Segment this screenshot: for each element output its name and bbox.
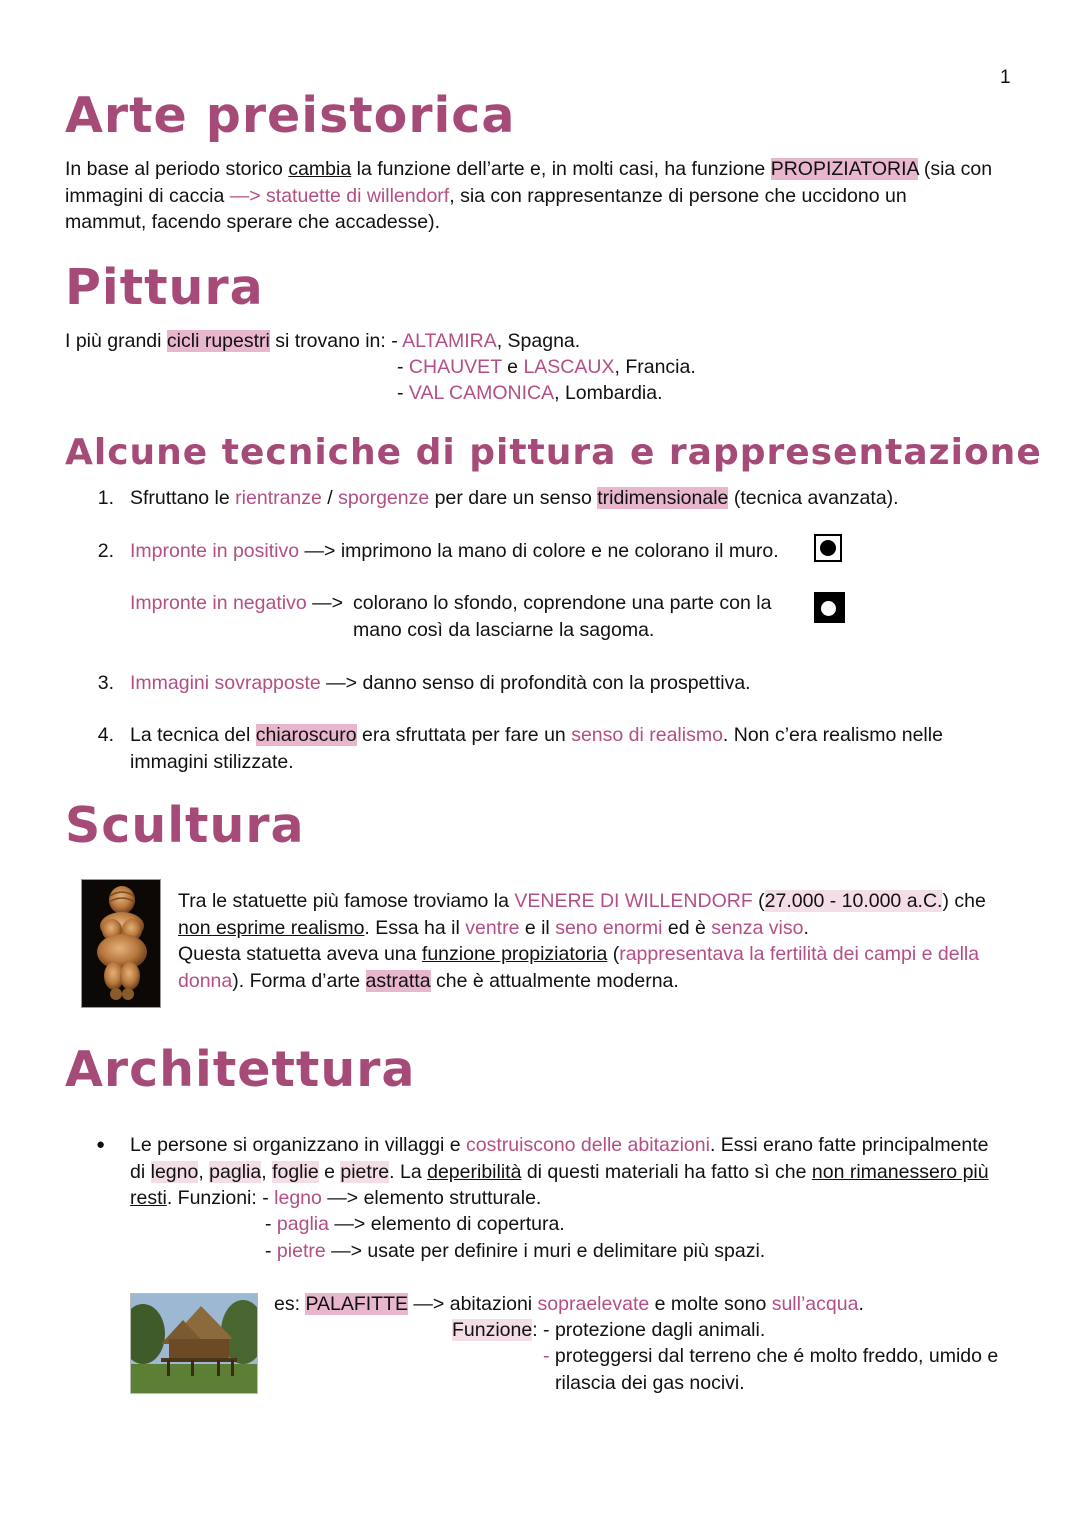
text: ) che [942,890,986,912]
text: e il [519,916,556,939]
text: . Non c’era realismo nelle [722,724,943,746]
text: ( [607,943,620,965]
pittura-loc-3 [397,380,663,407]
pink-sporgenze: sporgenze [338,487,430,509]
highlight-dates: 27.000 - 10.000 a.C. [764,890,943,912]
text: ( [752,890,765,912]
text: / [321,487,339,509]
white-dot-icon [821,601,836,616]
text: - [397,356,409,378]
underline-cambia: cambia [288,158,352,180]
highlight-foglie: foglie [272,1160,319,1183]
funzione-pietre [265,1238,765,1265]
venere-figure-icon [82,880,160,1007]
text: , Lombardia. [554,382,663,404]
pink-acqua: sull’acqua [771,1293,859,1315]
text: ). Forma d’arte [232,969,366,992]
text: La tecnica del [130,724,256,746]
title-architettura: Architettura [65,1041,416,1098]
highlight-propiziatoria: PROPIZIATORIA [770,158,919,180]
pink-abitazioni: costruiscono delle abitazioni [466,1134,710,1156]
text: , [198,1160,210,1183]
pittura-intro [65,328,580,355]
text: la funzione dell’arte e, in molti casi, ha funzione [351,158,771,180]
palafitte-image [130,1293,258,1394]
text: (tecnica avanzata). [728,487,899,509]
tecnica-2b-text [353,590,771,643]
highlight-funzione: Funzione [452,1319,533,1341]
pink-immagini-sovrapposte: Immagini sovrapposte [130,672,321,694]
text: mano così da lasciarne la sagoma. [353,618,655,641]
text: era sfruttata per fare un [356,724,572,746]
text: Questa statuetta aveva una [178,943,422,965]
highlight-pietre: pietre [340,1160,390,1183]
text: —> imprimono la mano di colore e ne colorano il muro. [299,540,779,562]
text: . La [389,1160,428,1183]
text: , [261,1160,273,1183]
pink-impronte-positivo: Impronte in positivo [130,540,300,562]
palafitte-line [274,1291,864,1318]
highlight-chiaroscuro: chiaroscuro [255,724,357,746]
pittura-loc-2 [397,354,696,381]
black-dot-icon [820,540,836,556]
text: I più grandi [65,330,167,352]
highlight-tridimensionale: tridimensionale [597,487,729,509]
list-number: 1. [97,487,114,509]
underline-non-rimanessero: non rimanessero più [811,1160,989,1183]
underline-resti: resti [130,1187,167,1209]
pink-altamira: ALTAMIRA [402,330,497,352]
arte-line-2 [65,183,992,210]
pink-chauvet: CHAUVET [408,356,502,378]
pink-senso-realismo: senso di realismo [571,724,723,746]
negative-print-icon [814,592,845,623]
title-arte-preistorica: Arte preistorica [65,87,516,144]
tecnica-4 [130,722,943,775]
tecnica-3 [130,670,751,697]
text: - [265,1213,277,1235]
text: proteggersi dal terreno che é molto freddo, umido e [554,1345,999,1367]
text: —> elemento strutturale. [321,1187,542,1209]
text: es: [274,1293,306,1315]
text: —> [306,592,344,614]
text: —> usate per definire i muri e delimitare più spazi. [325,1240,766,1262]
text: (sia con [918,158,993,180]
text: che è attualmente moderna. [430,969,679,992]
text: e molte sono [649,1293,772,1315]
text: —> elemento di copertura. [328,1213,565,1235]
text: - [397,382,409,404]
pink-rientranze: rientranze [235,487,322,509]
pink-impronte-negativo: Impronte in negativo [130,592,307,614]
text: —> danno senso di profondità con la prospettiva. [320,672,751,694]
pink-ventre: ventre [465,916,520,939]
list-number: 3. [97,672,114,694]
text: Tra le statuette più famose troviamo la [178,890,515,912]
highlight-cicli-rupestri: cicli rupestri [166,330,270,352]
highlight-legno: legno [150,1160,199,1183]
highlight-astratta: astratta [365,969,431,992]
pink-donna: donna [178,969,233,992]
tecnica-1 [130,485,899,512]
title-scultura: Scultura [65,797,305,854]
text: , sia con rappresentanze di persone che uccidono un [449,184,907,207]
scultura-paragraph [178,888,986,994]
text: si trovano in: - [269,330,403,352]
pink-sopraelevate: sopraelevate [537,1293,650,1315]
pink-pietre: pietre [276,1240,326,1262]
text: . [803,916,809,939]
text: : - protezione dagli animali. [532,1319,766,1341]
text: . Essa ha il [364,916,466,939]
funzione-line [452,1317,765,1344]
underline-realismo: non esprime realismo [178,916,365,939]
bullet-icon: ● [96,1136,106,1153]
pink-paglia: paglia [276,1213,329,1235]
list-number: 4. [97,724,114,746]
text: immagini stilizzate. [130,750,294,773]
funzione-line-3: rilascia dei gas nocivi. [555,1372,745,1394]
architettura-paragraph [130,1132,989,1212]
palafitte-house-icon [131,1294,257,1393]
pink-lascaux: LASCAUX [523,356,615,378]
title-pittura: Pittura [65,259,264,316]
list-number: 2. [97,540,114,562]
pink-dash: - [543,1345,555,1367]
highlight-paglia: paglia [209,1160,262,1183]
text: immagini di caccia [65,184,230,207]
text: colorano lo sfondo, coprendone una parte con la [353,592,772,614]
arte-line-3: mammut, facendo sperare che accadesse). [65,211,441,233]
pink-fertilita: rappresentava la fertilità dei campi e della [619,943,980,965]
funzione-paglia [265,1211,565,1238]
text: e [501,356,524,378]
text: e [318,1160,341,1183]
pink-statuette: —> statuette di willendorf [229,184,450,207]
text: . Funzioni: - [166,1187,275,1209]
text: , Francia. [614,356,696,378]
arte-paragraph [65,156,992,236]
tecnica-2 [130,538,779,565]
text: di [130,1160,151,1183]
highlight-palafitte: PALAFITTE [305,1293,409,1315]
text: - [265,1240,277,1262]
text: Sfruttano le [130,487,236,509]
underline-funzione: funzione propiziatoria [421,943,608,965]
funzione-line-2 [543,1343,998,1370]
text: In base al periodo storico [65,158,289,180]
pink-seno: seno enormi [555,916,663,939]
arte-line-1 [65,156,992,183]
positive-print-icon [814,534,842,562]
text: . [858,1293,864,1315]
text: per dare un senso [429,487,598,509]
page-number: 1 [1000,67,1011,88]
text: Le persone si organizzano in villaggi e [130,1134,467,1156]
pink-venere: VENERE DI WILLENDORF [514,890,753,912]
pink-senza-viso: senza viso [711,916,804,939]
tecnica-2b-label [130,590,343,617]
text: ed è [662,916,712,939]
pink-legno: legno [274,1187,322,1209]
underline-deperibilita: deperibilità [427,1160,522,1183]
text: di questi materiali ha fatto sì che [521,1160,812,1183]
title-tecniche: Alcune tecniche di pittura e rappresentazione [65,432,1042,473]
text: —> abitazioni [408,1293,538,1315]
text: , Spagna. [496,330,581,352]
text: . Essi erano fatte principalmente [709,1134,989,1156]
venere-image [81,879,161,1008]
pink-val-camonica: VAL CAMONICA [408,382,555,404]
